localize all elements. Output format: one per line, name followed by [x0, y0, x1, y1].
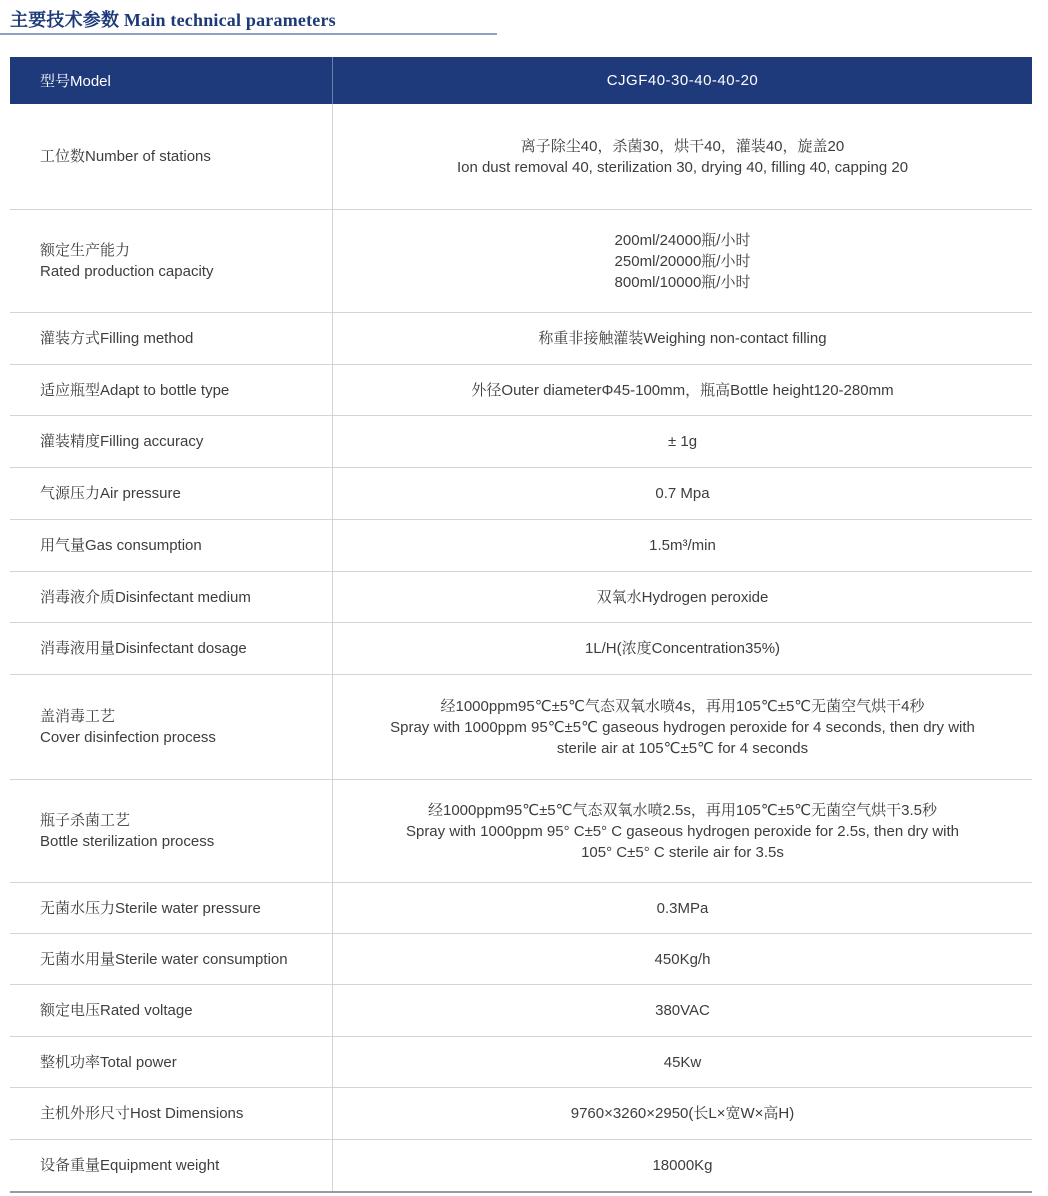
param-label-cell: [10, 934, 333, 984]
param-value-cell: [333, 210, 1032, 312]
param-value-line: sterile air at 105℃±5℃ for 4 seconds: [556, 739, 809, 757]
param-value-line: 105° C±5° C sterile air for 3.5s: [581, 843, 784, 861]
param-value-cell: [333, 572, 1032, 622]
param-value-cell: [333, 313, 1032, 364]
param-value-line: 经1000ppm95℃±5℃气态双氧水喷4s，再用105℃±5℃无菌空气烘干4秒: [440, 697, 925, 715]
table-row: [10, 1037, 1032, 1088]
param-value-line: 称重非接触灌装Weighing non-contact filling: [538, 330, 827, 347]
param-label-line: 设备重量Equipment weight: [40, 1157, 220, 1174]
param-value-cell: [333, 883, 1032, 933]
table-row: [10, 104, 1032, 210]
param-value-cell: [333, 985, 1032, 1036]
param-value-line: 380VAC: [655, 1002, 710, 1019]
param-label-cell: [10, 1037, 333, 1087]
table-row: [10, 780, 1032, 883]
param-label-cell: [10, 520, 333, 571]
param-value-line: 0.7 Mpa: [655, 485, 710, 502]
page-title-cn: 主要技术参数: [10, 10, 120, 30]
param-value-cell: [333, 416, 1032, 467]
param-value-line: 250ml/20000瓶/小时: [614, 252, 751, 270]
param-value-cell: [333, 780, 1032, 882]
param-value-cell: [333, 675, 1032, 779]
param-value-cell: [333, 623, 1032, 674]
param-value-line: 45Kw: [663, 1053, 702, 1071]
param-label-cell: [10, 572, 333, 622]
param-value-line: 外径Outer diameterΦ45-100mm，瓶高Bottle height120-280mm: [471, 381, 894, 399]
table-row: [10, 365, 1032, 416]
table-row: [10, 468, 1032, 520]
param-value-line: 800ml/10000瓶/小时: [614, 273, 751, 291]
param-label-cell: [10, 416, 333, 467]
param-label-line: Cover disinfection process: [40, 729, 216, 746]
param-label-line: Bottle sterilization process: [40, 833, 215, 850]
param-label-line: 气源压力Air pressure: [40, 485, 181, 502]
param-value-line: Spray with 1000ppm 95℃±5℃ gaseous hydrogen peroxide for 4 seconds, then dry with: [390, 718, 975, 736]
param-value-line: 1L/H(浓度Concentration35%): [584, 640, 781, 657]
param-value-line: ± 1g: [667, 433, 698, 450]
model-header-label: 型号Model: [10, 57, 333, 104]
param-value-line: 18000Kg: [652, 1157, 713, 1174]
param-value-cell: [333, 104, 1032, 209]
table-row: [10, 675, 1032, 780]
param-label-line: 额定生产能力: [40, 242, 131, 259]
param-value-line: 0.3MPa: [656, 899, 709, 917]
param-value-cell: [333, 1037, 1032, 1087]
table-row: [10, 572, 1032, 623]
model-header-value: CJGF40-30-40-40-20: [606, 72, 759, 89]
table-row: [10, 1140, 1032, 1191]
table-row: [10, 883, 1032, 934]
param-label-cell: [10, 313, 333, 364]
param-label-line: 灌装方式Filling method: [40, 330, 194, 347]
param-value-cell: [333, 520, 1032, 571]
table-row: [10, 313, 1032, 365]
title-underline: [0, 33, 497, 35]
param-label-line: 工位数Number of stations: [40, 148, 211, 165]
param-label-line: 消毒液用量Disinfectant dosage: [40, 640, 247, 657]
param-label-line: 瓶子杀菌工艺: [40, 812, 131, 829]
table-row: [10, 520, 1032, 572]
table-row: [10, 1088, 1032, 1140]
param-value-cell: [333, 468, 1032, 519]
param-label-line: 灌装精度Filling accuracy: [40, 433, 204, 450]
param-value-line: 450Kg/h: [654, 950, 711, 968]
param-value-line: 200ml/24000瓶/小时: [614, 231, 751, 249]
page-title: [10, 6, 336, 32]
param-label-cell: [10, 210, 333, 312]
table-body: [10, 104, 1032, 1191]
param-label-cell: [10, 985, 333, 1036]
table-row: [10, 416, 1032, 468]
param-label-cell: [10, 780, 333, 882]
param-label-cell: [10, 365, 333, 415]
table-header-row: [10, 57, 1032, 104]
table-row: [10, 934, 1032, 985]
table-row: [10, 623, 1032, 675]
param-value-cell: [333, 1088, 1032, 1139]
param-value-line: 双氧水Hydrogen peroxide: [596, 588, 769, 606]
param-label-cell: [10, 675, 333, 779]
param-value-line: Ion dust removal 40, sterilization 30, drying 40, filling 40, capping 20: [456, 158, 909, 176]
table-row: [10, 210, 1032, 313]
param-label-cell: [10, 468, 333, 519]
page-title-en: Main technical parameters: [123, 10, 336, 30]
param-value-line: 1.5m³/min: [649, 537, 716, 554]
param-label-line: 无菌水压力Sterile water pressure: [40, 899, 261, 917]
param-value-cell: [333, 1140, 1032, 1191]
param-label-cell: [10, 104, 333, 209]
param-label-cell: [10, 1140, 333, 1191]
param-label-line: 用气量Gas consumption: [40, 537, 202, 554]
param-label-line: 无菌水用量Sterile water consumption: [40, 950, 288, 968]
param-label-line: 整机功率Total power: [40, 1053, 177, 1071]
param-label-cell: [10, 883, 333, 933]
param-label-line: Rated production capacity: [40, 263, 214, 280]
param-value-cell: [333, 365, 1032, 415]
spec-table: [10, 57, 1032, 1193]
param-label-line: 盖消毒工艺: [40, 708, 116, 725]
param-label-line: 额定电压Rated voltage: [40, 1002, 193, 1019]
table-row: [10, 985, 1032, 1037]
param-label-line: 适应瓶型Adapt to bottle type: [40, 381, 230, 399]
param-value-cell: [333, 934, 1032, 984]
param-label-cell: [10, 1088, 333, 1139]
param-value-line: 经1000ppm95℃±5℃气态双氧水喷2.5s，再用105℃±5℃无菌空气烘干3.5秒: [428, 801, 937, 819]
param-value-line: 9760×3260×2950(长L×宽W×高H): [570, 1105, 795, 1122]
param-value-line: 离子除尘40，杀菌30，烘干40，灌装40，旋盖20: [520, 137, 845, 155]
param-label-line: 主机外形尺寸Host Dimensions: [40, 1105, 244, 1122]
param-label-cell: [10, 623, 333, 674]
param-value-line: Spray with 1000ppm 95° C±5° C gaseous hydrogen peroxide for 2.5s, then dry with: [405, 822, 960, 840]
param-label-line: 消毒液介质Disinfectant medium: [40, 588, 251, 606]
